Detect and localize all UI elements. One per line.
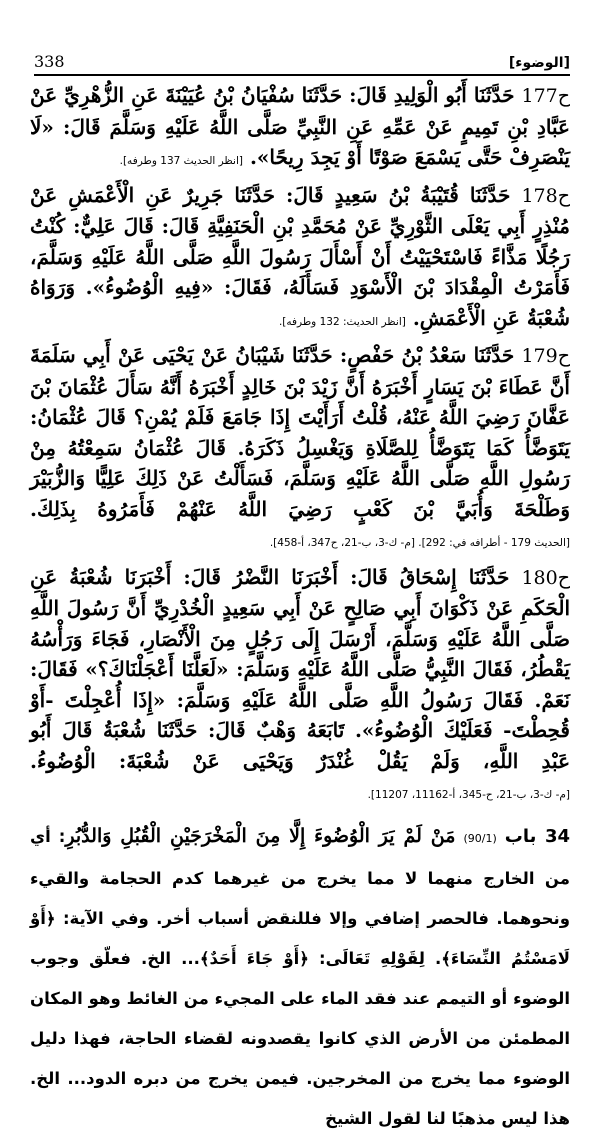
hadith-178 xyxy=(30,180,570,338)
chapter-commentary xyxy=(30,814,570,1139)
running-head: [الوضوء] xyxy=(508,55,570,71)
chapter-title: مَنْ لَمْ يَرَ الْوُضُوءَ إِلَّا مِنَ الْمَخْرَجَيْنِ الْقُبُلِ وَالدُّبُرِ xyxy=(65,824,456,847)
hadith-reference: [الحديث 179 - أطرافه في: 292]. [م- ك-3، ب-21، ح347، أ-458]. xyxy=(269,537,570,549)
page-header xyxy=(34,40,570,76)
hadith-180 xyxy=(30,562,570,811)
hadith-number: ح180 xyxy=(521,566,570,589)
hadith-text: حَدَّثَنَا سَعْدُ بْنُ حَفْصٍ: حَدَّثَنَا شَيْبَانُ عَنْ يَحْيَى عَنْ أَبِي سَلَمَةَ أَنَّ عَطَاءَ بْنَ يَسَارٍ أَخْبَرَهُ أَنَّ زَيْدَ بْنَ خَالِدٍ أَخْبَرَهُ أَنَّهُ سَأَلَ عُثْمَانَ بْنَ عَفَّانَ رَضِيَ اللَّهُ عَنْهُ، قُلْتُ أَرَأَيْتَ إِذَا جَامَعَ فَلَمْ يُمْنِ؟ قَالَ عُثْمَانُ: يَتَوَضَّأُ كَمَا يَتَوَضَّأُ لِلصَّلَاةِ وَيَغْسِلُ ذَكَرَهُ. قَالَ عُثْمَانُ سَمِعْتُهُ مِنْ رَسُولِ اللَّهِ صَلَّى اللَّهُ عَلَيْهِ وَسَلَّمَ، فَسَأَلْتُ عَنْ ذَلِكَ عَلِيًّا وَالزُّبَيْرَ وَطَلْحَةَ وَأُبَيَّ بْنَ كَعْبٍ رَضِيَ اللَّهُ عَنْهُمْ فَأَمَرُوهُ بِذَلِكَ. xyxy=(30,343,570,521)
hadith-number: ح179 xyxy=(521,345,570,367)
page-number: 338 xyxy=(34,52,65,71)
hadith-177 xyxy=(30,80,570,177)
hadith-text: حَدَّثَنَا إِسْحَاقُ قَالَ: أَخْبَرَنَا النَّضْرُ قَالَ: أَخْبَرَنَا شُعْبَةُ عَنِ الْحَكَمِ عَنْ ذَكْوَانَ أَبِي صَالِحٍ عَنْ أَبِي سَعِيدٍ الْخُدْرِيِّ أَنَّ رَسُولَ اللَّهِ صَلَّى اللَّهُ عَلَيْهِ وَسَلَّمَ، أَرْسَلَ إِلَى رَجُلٍ مِنَ الْأَنْصَارِ، فَجَاءَ وَرَأْسُهُ يَقْطُرُ، فَقَالَ النَّبِيُّ صَلَّى اللَّهُ عَلَيْهِ وَسَلَّمَ: «لَعَلَّنَا أَعْجَلْنَاكَ؟» فَقَالَ: نَعَمْ. فَقَالَ رَسُولُ اللَّهِ صَلَّى اللَّهُ عَلَيْهِ وَسَلَّمَ: «إِذَا أُعْجِلْتَ -أَوْ قُحِطْتَ- فَعَلَيْكَ الْوُضُوءُ». تَابَعَهُ وَهْبٌ قَالَ: حَدَّثَنَا شُعْبَةُ قَالَ أَبُو عَبْدِ اللَّهِ، وَلَمْ يَقُلْ غُنْدَرٌ وَيَحْيَى عَنْ شُعْبَةَ: الْوُضُوءُ. xyxy=(30,564,570,773)
hadith-179 xyxy=(30,340,570,559)
hadith-text: حَدَّثَنَا أَبُو الْوَلِيدِ قَالَ: حَدَّثَنَا سُفْيَانُ بْنُ عُيَيْنَةَ عَنِ الزُّهْرِيِّ عَنْ عَبَّادِ بْنِ تَمِيمٍ عَنْ عَمِّهِ عَنِ النَّبِيِّ صَلَّى اللَّهُ عَلَيْهِ وَسَلَّمَ قَالَ: «لَا يَنْصَرِفْ حَتَّى يَسْمَعَ صَوْتًا أَوْ يَجِدَ رِيحًا». xyxy=(30,83,570,169)
commentary-text: : أي من الخارج منهما لا مما يخرج من غيرهما كدم الحجامة والقيء ونحوهما. فالحصر إضافي وإلا فللنقض أسباب أخر. وفي الآية: ﴿أَوْ لَامَسْتُمُ النِّسَاءَ﴾. لِقَوْلِهِ تَعَالَى: ﴿أَوْ جَاءَ أَحَدٌ﴾... الخ. فعلّق وجوب الوضوء أو التيمم عند فقد الماء على المجيء من الغائط وهو المكان المطمئن من الأرض الذي كانوا يقصدونه لقضاء الحاجة، فهذا دليل الوضوء مما يخرج من المخرجين. فيمن يخرج من دبره الدود... الخ. هذا ليس مذهبًا لنا لقول الشيخ xyxy=(30,826,570,1128)
hadith-reference: [انظر الحديث 137 وطرفه]. xyxy=(119,155,243,167)
chapter-label: 34 باب xyxy=(504,825,571,847)
hadith-text: حَدَّثَنَا قُتَيْبَةُ بْنُ سَعِيدٍ قَالَ: حَدَّثَنَا جَرِيرٌ عَنِ الْأَعْمَشِ عَنْ مُنْذِرٍ أَبِي يَعْلَى الثَّوْرِيِّ عَنْ مُحَمَّدِ بْنِ الْحَنَفِيَّةِ قَالَ: قَالَ عَلِيٌّ: كُنْتُ رَجُلًا مَذَّاءً فَاسْتَحْيَيْتُ أَنْ أَسْأَلَ رَسُولَ اللَّهِ صَلَّى اللَّهُ عَلَيْهِ وَسَلَّمَ، فَأَمَرْتُ الْمِقْدَادَ بْنَ الْأَسْوَدِ فَسَأَلَهُ، فَقَالَ: «فِيهِ الْوُضُوءُ». وَرَوَاهُ شُعْبَةُ عَنِ الْأَعْمَشِ. xyxy=(30,182,570,330)
chapter-reference: (90/1) xyxy=(463,831,497,845)
hadith-number: ح177 xyxy=(521,85,571,107)
hadith-reference: [م- ك-3، ب-21، ح-345، أ-11162، 11207]. xyxy=(367,789,570,801)
hadith-number: ح178 xyxy=(521,184,570,207)
page-body xyxy=(30,80,570,1139)
hadith-reference: [انظر الحديث: 132 وطرفه]. xyxy=(278,315,406,328)
